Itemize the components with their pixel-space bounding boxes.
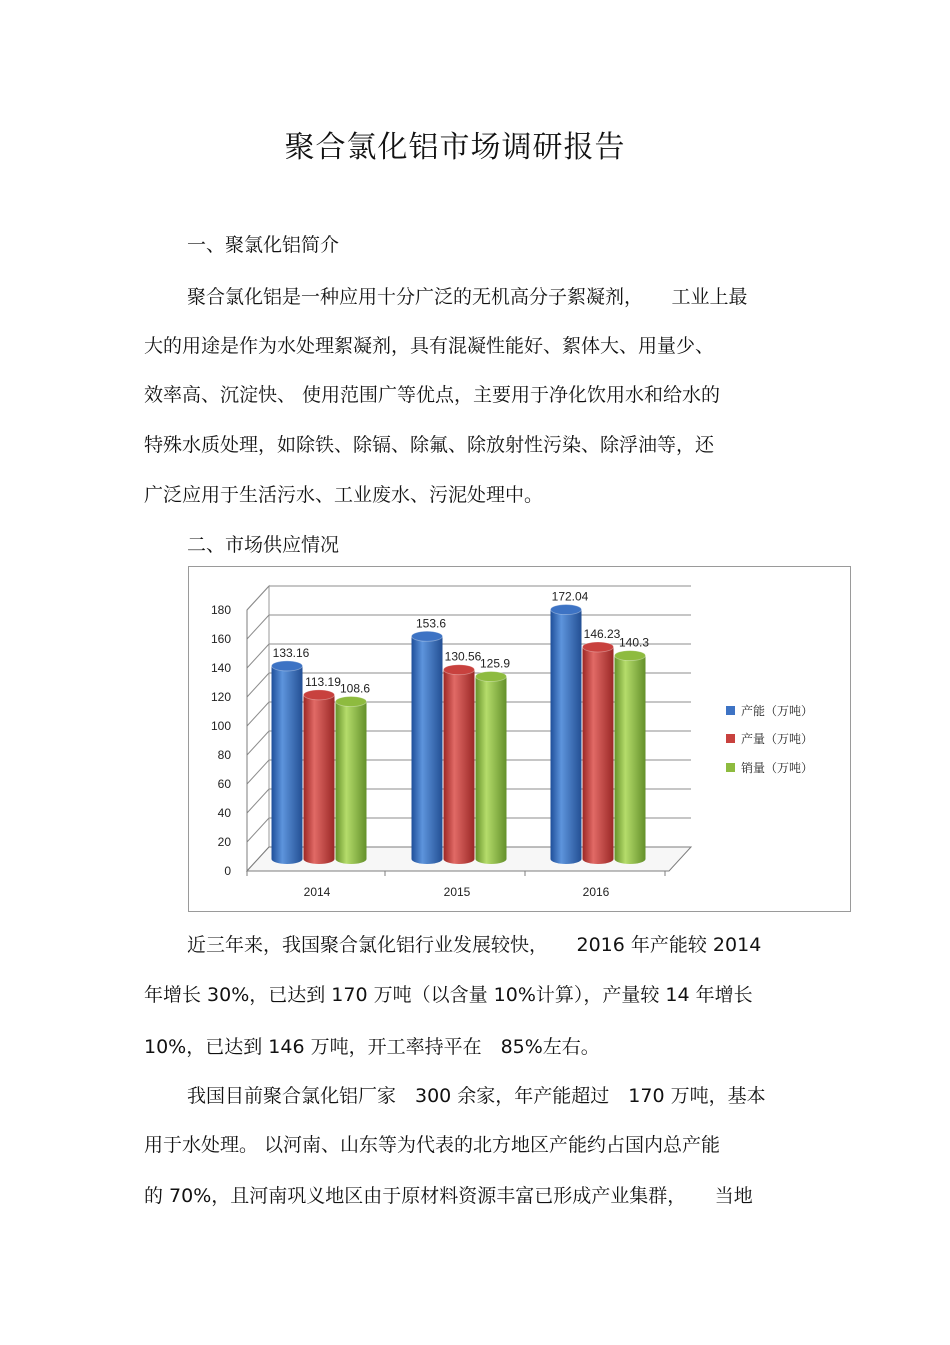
y-tick-label: 40	[217, 806, 231, 820]
bar-top	[304, 690, 335, 700]
section-heading-intro: 一、聚氯化铝简介	[187, 234, 340, 256]
x-tick-label: 2014	[303, 885, 331, 899]
y-tick-label: 140	[210, 661, 231, 675]
bar-body	[476, 676, 507, 864]
paragraph-line: 特殊水质处理，如除铁、除镉、除氟、除放射性污染、除浮油等，还	[144, 434, 715, 456]
chart-side-wall	[247, 586, 269, 871]
data-label: 146.23	[583, 626, 621, 641]
bar-top	[272, 661, 303, 671]
y-tick-label: 100	[210, 719, 231, 733]
bar-top	[615, 651, 646, 661]
x-tick-label: 2016	[582, 885, 610, 899]
bar	[336, 697, 367, 864]
bar	[583, 642, 614, 864]
bar	[615, 651, 646, 864]
paragraph-line: 的 70%，且河南巩义地区由于原材料资源丰富已形成产业集群， 当地	[144, 1185, 753, 1207]
section-heading-supply: 二、市场供应情况	[187, 534, 340, 556]
legend-swatch	[726, 706, 735, 715]
data-label: 113.19	[305, 674, 341, 689]
bar-body	[412, 636, 443, 864]
bar	[412, 631, 443, 864]
legend-swatch	[726, 734, 735, 743]
bar-body	[615, 656, 646, 864]
bar-top	[444, 665, 475, 675]
legend-label: 销量（万吨）	[741, 761, 814, 775]
bar-body	[551, 610, 582, 864]
y-tick-label: 120	[210, 690, 231, 704]
bar-top	[476, 671, 507, 681]
data-label: 108.6	[339, 681, 371, 696]
paragraph-line: 近三年来，我国聚合氯化铝行业发展较快， 2016 年产能较 2014	[187, 934, 762, 956]
data-label: 172.04	[551, 589, 589, 604]
document-title: 聚合氯化铝市场调研报告	[284, 130, 626, 165]
paragraph-line: 年增长 30%，已达到 170 万吨（以含量 10%计算），产量较 14 年增长	[144, 984, 753, 1006]
bar-top	[336, 697, 367, 707]
y-tick-label: 60	[217, 777, 231, 791]
data-label: 153.6	[415, 616, 447, 631]
paragraph-line: 广泛应用于生活污水、工业废水、污泥处理中。	[144, 484, 544, 506]
bar-body	[272, 666, 303, 864]
bar-top	[583, 642, 614, 652]
bar-top	[412, 631, 443, 641]
data-label: 125.9	[479, 656, 511, 671]
y-tick-label: 160	[210, 632, 231, 646]
bar-top	[551, 605, 582, 615]
x-tick-label: 2015	[443, 885, 471, 899]
bar	[304, 690, 335, 864]
legend-label: 产量（万吨）	[741, 732, 814, 746]
chart-frame	[188, 566, 851, 912]
bar	[551, 605, 582, 864]
paragraph-line: 大的用途是作为水处理絮凝剂，具有混凝性能好、絮体大、用量少、	[144, 335, 715, 357]
data-label: 130.56	[444, 649, 482, 664]
legend-swatch	[726, 763, 735, 772]
paragraph-line: 10%，已达到 146 万吨，开工率持平在 85%左右。	[144, 1036, 600, 1058]
bar-body	[444, 670, 475, 864]
paragraph-line: 用于水处理。 以河南、山东等为代表的北方地区产能约占国内总产能	[144, 1134, 721, 1156]
data-label: 133.16	[272, 645, 310, 660]
y-tick-label: 180	[210, 603, 231, 617]
paragraph-line: 聚合氯化铝是一种应用十分广泛的无机高分子絮凝剂， 工业上最	[187, 286, 748, 308]
bar-body	[304, 695, 335, 864]
y-tick-label: 20	[217, 835, 231, 849]
legend-label: 产能（万吨）	[741, 704, 814, 718]
bar-body	[336, 702, 367, 864]
paragraph-line: 我国目前聚合氯化铝厂家 300 余家，年产能超过 170 万吨，基本	[187, 1085, 766, 1107]
y-tick-label: 0	[224, 864, 231, 878]
y-tick-label: 80	[217, 748, 231, 762]
bar	[444, 665, 475, 864]
supply-bar-chart	[189, 567, 850, 911]
bar-body	[583, 647, 614, 864]
data-label: 140.3	[618, 635, 650, 650]
bar	[272, 661, 303, 864]
bar	[476, 671, 507, 864]
paragraph-line: 效率高、沉淀快、 使用范围广等优点，主要用于净化饮用水和给水的	[144, 384, 721, 406]
